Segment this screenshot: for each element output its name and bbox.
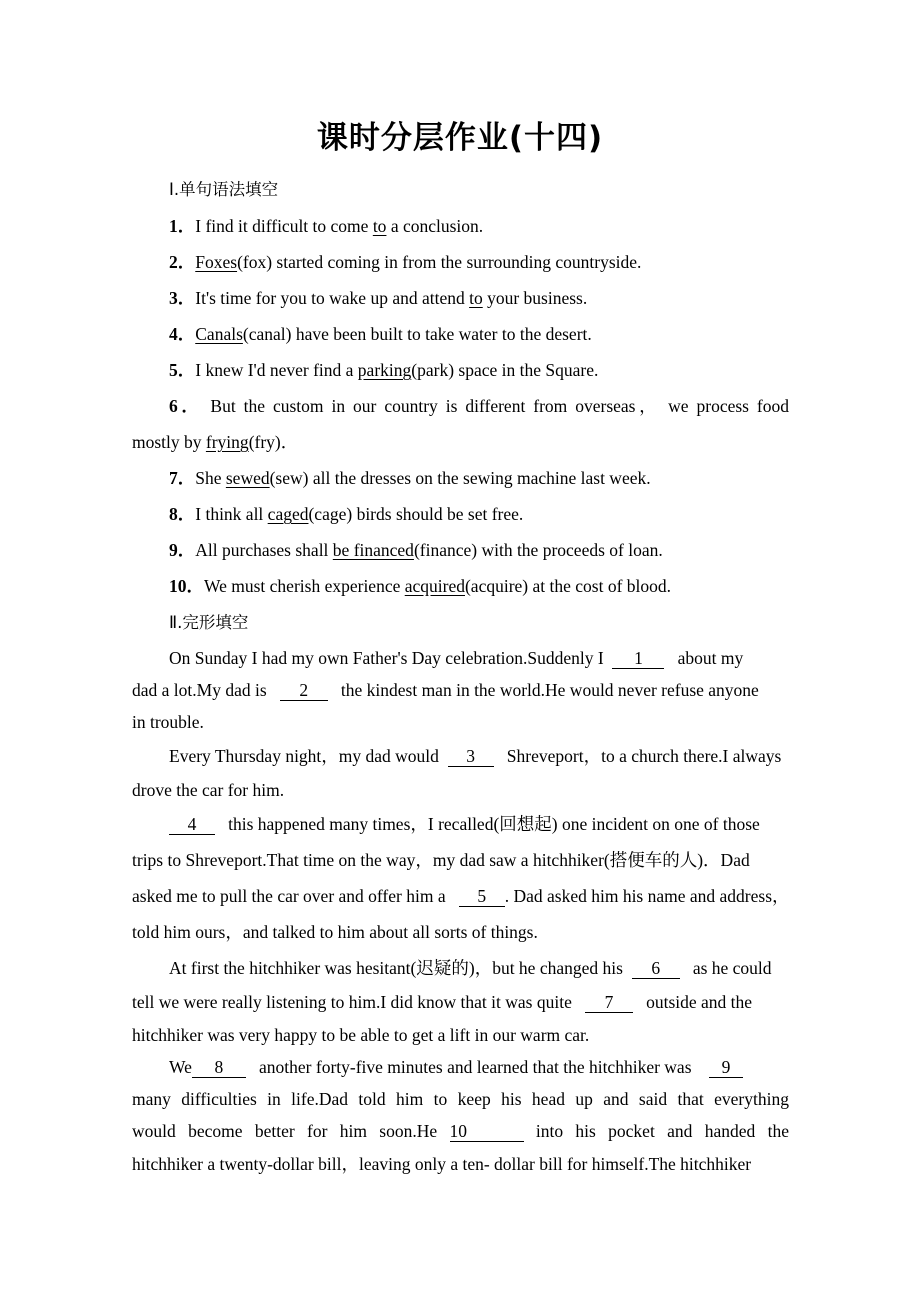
answer: caged xyxy=(267,504,309,524)
blank-4: 4 xyxy=(169,815,215,835)
list-item: 5．I knew I'd never find a parking(park) space in the Square. xyxy=(169,360,599,380)
paragraph-line: We 8 another forty-five minutes and learned that the hitchhiker was 9 xyxy=(169,1056,743,1078)
paragraph-line: 4 this happened many times，I recalled(回想起) one incident on one of those xyxy=(169,813,760,835)
list-item: 10．We must cherish experience acquired(acquire) at the cost of blood. xyxy=(169,576,672,596)
answer: acquired xyxy=(404,576,465,596)
paragraph-line: hitchhiker was very happy to be able to get a lift in our warm car. xyxy=(132,1025,590,1045)
blank-8: 8 xyxy=(192,1058,246,1078)
answer: Canals xyxy=(195,324,243,344)
paragraph-line: drove the car for him. xyxy=(132,780,285,800)
list-item: 7．She sewed(sew) all the dresses on the sewing machine last week. xyxy=(169,468,651,488)
paragraph-line: told him ours，and talked to him about all sorts of things. xyxy=(132,922,538,942)
answer: to xyxy=(372,216,387,236)
paragraph-line: would become better for him soon.He 10 into his pocket and handed the xyxy=(132,1121,789,1141)
list-item-continuation: mostly by frying(fry)． xyxy=(132,432,299,452)
blank-10: 10 xyxy=(450,1122,524,1142)
paragraph-line: At first the hitchhiker was hesitant(迟疑的)，but he changed his 6 as he could xyxy=(169,958,772,978)
list-item: 6． But the custom in our country is different from overseas， we process food xyxy=(169,396,790,416)
blank-5: 5 xyxy=(459,887,505,907)
paragraph-line: trips to Shreveport.That time on the way，my dad saw a hitchhiker(搭便车的人)．Dad xyxy=(132,850,750,870)
answer: to xyxy=(469,288,483,308)
answer: frying xyxy=(205,432,249,452)
blank-3: 3 xyxy=(448,747,494,767)
blank-1: 1 xyxy=(612,649,664,669)
blank-7: 7 xyxy=(585,993,633,1013)
list-item: 3．It's time for you to wake up and attend to your business. xyxy=(169,288,588,308)
paragraph-line: Every Thursday night，my dad would 3 Shreveport，to a church there.I always xyxy=(169,746,782,766)
paragraph-line: asked me to pull the car over and offer him a 5 . Dad asked him his name and address， xyxy=(132,886,790,906)
answer: be financed xyxy=(332,540,414,560)
list-item: 8．I think all caged(cage) birds should be set free. xyxy=(169,504,524,524)
paragraph-line: dad a lot.My dad is 2 the kindest man in the world.He would never refuse anyone xyxy=(132,680,759,700)
list-item: 1．I find it difficult to come to a conclusion. xyxy=(169,216,484,236)
section-1-heading: Ⅰ.单句语法填空 xyxy=(169,180,279,199)
paragraph-line: in trouble. xyxy=(132,712,204,732)
answer: Foxes xyxy=(195,252,238,272)
answer: parking xyxy=(357,360,412,380)
answer: sewed xyxy=(225,468,270,488)
page-title: 课时分层作业(十四) xyxy=(316,120,604,156)
paragraph-line: hitchhiker a twenty-dollar bill，leaving only a ten- dollar bill for himself.The hitchhiker xyxy=(132,1154,752,1174)
list-item: 4．Canals(canal) have been built to take water to the desert. xyxy=(169,324,592,344)
list-item: 9．All purchases shall be financed(finance) with the proceeds of loan. xyxy=(169,540,663,560)
paragraph-line: On Sunday I had my own Father's Day celebration.Suddenly I 1 about my xyxy=(169,648,744,668)
section-2-heading: Ⅱ.完形填空 xyxy=(169,613,249,632)
paragraph-line: many difficulties in life.Dad told him to keep his head up and said that everything xyxy=(132,1089,789,1109)
blank-9: 9 xyxy=(709,1058,743,1078)
blank-2: 2 xyxy=(280,681,328,701)
paragraph-line: tell we were really listening to him.I did know that it was quite 7 outside and the xyxy=(132,992,753,1012)
list-item: 2．Foxes(fox) started coming in from the surrounding countryside. xyxy=(169,252,642,272)
blank-6: 6 xyxy=(632,959,680,979)
